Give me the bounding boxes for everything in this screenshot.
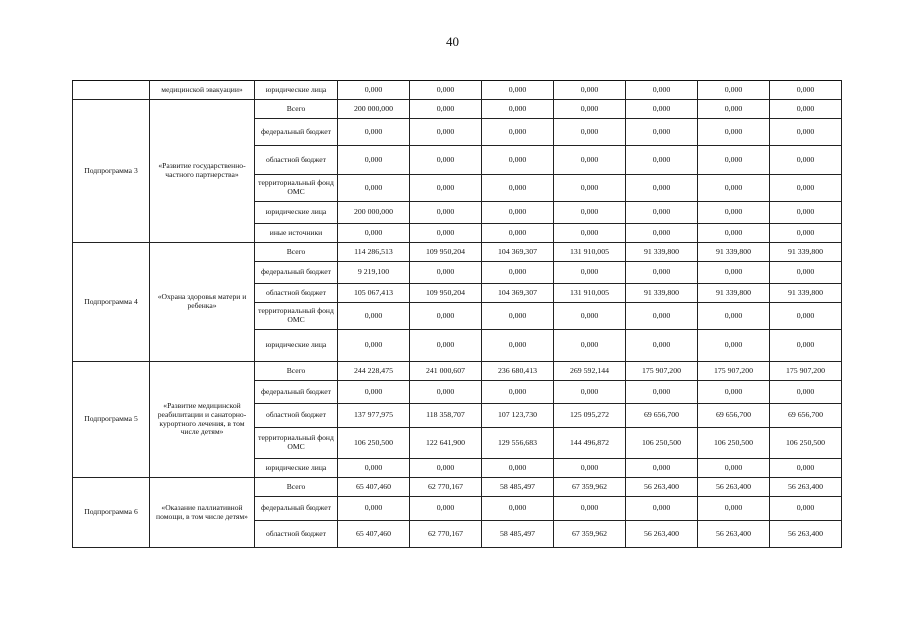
subprogram-name-cell: «Оказание паллиативной помощи, в том числе детям»	[150, 478, 255, 548]
value-cell: 91 339,800	[626, 284, 698, 303]
value-cell: 91 339,800	[770, 243, 842, 262]
value-cell: 0,000	[770, 262, 842, 284]
value-cell: 269 592,144	[554, 362, 626, 381]
funding-source-cell: юридические лица	[255, 202, 338, 224]
value-cell: 0,000	[482, 330, 554, 362]
value-cell: 0,000	[770, 224, 842, 243]
value-cell: 56 263,400	[698, 478, 770, 497]
value-cell: 67 359,962	[554, 521, 626, 548]
value-cell: 0,000	[770, 381, 842, 404]
value-cell: 0,000	[626, 303, 698, 330]
funding-source-cell: иные источники	[255, 224, 338, 243]
funding-source-cell: юридические лица	[255, 459, 338, 478]
value-cell: 200 000,000	[338, 202, 410, 224]
value-cell: 58 485,497	[482, 521, 554, 548]
value-cell: 58 485,497	[482, 478, 554, 497]
value-cell: 0,000	[338, 303, 410, 330]
value-cell: 0,000	[698, 381, 770, 404]
value-cell: 0,000	[410, 175, 482, 202]
value-cell: 118 358,707	[410, 404, 482, 428]
value-cell: 0,000	[626, 202, 698, 224]
value-cell: 0,000	[770, 119, 842, 146]
value-cell: 0,000	[698, 303, 770, 330]
value-cell: 0,000	[338, 459, 410, 478]
value-cell: 0,000	[770, 175, 842, 202]
value-cell: 67 359,962	[554, 478, 626, 497]
value-cell: 0,000	[482, 81, 554, 100]
funding-source-cell: областной бюджет	[255, 284, 338, 303]
value-cell: 114 286,513	[338, 243, 410, 262]
budget-table	[72, 80, 842, 548]
value-cell: 144 496,872	[554, 428, 626, 459]
subprogram-name-cell: «Развитие медицинской реабилитации и санаторно-курортного лечения, в том числе детям»	[150, 362, 255, 478]
value-cell: 0,000	[698, 175, 770, 202]
value-cell: 0,000	[626, 175, 698, 202]
value-cell: 0,000	[410, 262, 482, 284]
value-cell: 0,000	[770, 459, 842, 478]
table-body	[73, 81, 842, 548]
value-cell: 0,000	[482, 146, 554, 175]
funding-source-cell: территориальный фонд ОМС	[255, 428, 338, 459]
value-cell: 0,000	[338, 224, 410, 243]
value-cell: 0,000	[770, 81, 842, 100]
value-cell: 62 770,167	[410, 521, 482, 548]
value-cell: 200 000,000	[338, 100, 410, 119]
value-cell: 0,000	[554, 175, 626, 202]
value-cell: 122 641,900	[410, 428, 482, 459]
value-cell: 0,000	[626, 81, 698, 100]
value-cell: 0,000	[554, 224, 626, 243]
value-cell: 0,000	[698, 330, 770, 362]
value-cell: 0,000	[338, 119, 410, 146]
value-cell: 0,000	[410, 497, 482, 521]
value-cell: 0,000	[482, 224, 554, 243]
value-cell: 106 250,500	[698, 428, 770, 459]
value-cell: 56 263,400	[626, 521, 698, 548]
value-cell: 0,000	[410, 119, 482, 146]
value-cell: 0,000	[698, 119, 770, 146]
value-cell: 0,000	[338, 175, 410, 202]
value-cell: 62 770,167	[410, 478, 482, 497]
funding-source-cell: областной бюджет	[255, 404, 338, 428]
value-cell: 0,000	[482, 100, 554, 119]
table-row	[73, 478, 842, 497]
funding-source-cell: федеральный бюджет	[255, 119, 338, 146]
value-cell: 0,000	[698, 262, 770, 284]
value-cell: 0,000	[338, 146, 410, 175]
value-cell: 0,000	[410, 330, 482, 362]
value-cell: 0,000	[698, 202, 770, 224]
value-cell: 0,000	[698, 497, 770, 521]
value-cell: 0,000	[626, 146, 698, 175]
value-cell: 241 000,607	[410, 362, 482, 381]
value-cell: 0,000	[554, 459, 626, 478]
value-cell: 65 407,460	[338, 521, 410, 548]
value-cell: 9 219,100	[338, 262, 410, 284]
value-cell: 125 095,272	[554, 404, 626, 428]
value-cell: 0,000	[482, 202, 554, 224]
table-row	[73, 243, 842, 262]
funding-source-cell: областной бюджет	[255, 146, 338, 175]
value-cell: 106 250,500	[338, 428, 410, 459]
value-cell: 104 369,307	[482, 284, 554, 303]
value-cell: 236 680,413	[482, 362, 554, 381]
value-cell: 0,000	[554, 497, 626, 521]
value-cell: 91 339,800	[698, 284, 770, 303]
funding-source-cell: территориальный фонд ОМС	[255, 175, 338, 202]
value-cell: 0,000	[482, 459, 554, 478]
value-cell: 0,000	[626, 330, 698, 362]
value-cell: 0,000	[626, 100, 698, 119]
value-cell: 137 977,975	[338, 404, 410, 428]
value-cell: 0,000	[554, 81, 626, 100]
value-cell: 0,000	[554, 303, 626, 330]
value-cell: 0,000	[338, 81, 410, 100]
value-cell: 175 907,200	[626, 362, 698, 381]
value-cell: 106 250,500	[626, 428, 698, 459]
subprogram-name-cell: медицинской эвакуации»	[150, 81, 255, 100]
value-cell: 0,000	[410, 146, 482, 175]
funding-source-cell: Всего	[255, 243, 338, 262]
value-cell: 0,000	[698, 100, 770, 119]
value-cell: 0,000	[698, 224, 770, 243]
value-cell: 0,000	[338, 330, 410, 362]
value-cell: 0,000	[698, 81, 770, 100]
value-cell: 106 250,500	[770, 428, 842, 459]
value-cell: 0,000	[482, 262, 554, 284]
value-cell: 0,000	[626, 497, 698, 521]
funding-source-cell: федеральный бюджет	[255, 497, 338, 521]
value-cell: 0,000	[554, 202, 626, 224]
value-cell: 109 950,204	[410, 284, 482, 303]
value-cell: 0,000	[626, 459, 698, 478]
value-cell: 0,000	[770, 202, 842, 224]
value-cell: 0,000	[482, 381, 554, 404]
value-cell: 0,000	[554, 146, 626, 175]
value-cell: 56 263,400	[770, 478, 842, 497]
funding-source-cell: юридические лица	[255, 81, 338, 100]
value-cell: 0,000	[410, 202, 482, 224]
value-cell: 0,000	[482, 175, 554, 202]
funding-source-cell: областной бюджет	[255, 521, 338, 548]
value-cell: 0,000	[338, 497, 410, 521]
value-cell: 0,000	[410, 224, 482, 243]
page-number: 40	[446, 34, 459, 49]
value-cell: 105 067,413	[338, 284, 410, 303]
value-cell: 0,000	[410, 100, 482, 119]
subprogram-code-cell: Подпрограмма 3	[73, 100, 150, 243]
table-row	[73, 362, 842, 381]
value-cell: 107 123,730	[482, 404, 554, 428]
value-cell: 109 950,204	[410, 243, 482, 262]
value-cell: 0,000	[626, 119, 698, 146]
funding-source-cell: Всего	[255, 100, 338, 119]
value-cell: 0,000	[554, 330, 626, 362]
value-cell: 0,000	[410, 303, 482, 330]
value-cell: 0,000	[554, 100, 626, 119]
subprogram-name-cell: «Развитие государственно-частного партнерства»	[150, 100, 255, 243]
table-row	[73, 100, 842, 119]
value-cell: 129 556,683	[482, 428, 554, 459]
value-cell: 0,000	[626, 381, 698, 404]
value-cell: 0,000	[410, 459, 482, 478]
funding-source-cell: территориальный фонд ОМС	[255, 303, 338, 330]
value-cell: 0,000	[410, 81, 482, 100]
value-cell: 56 263,400	[698, 521, 770, 548]
value-cell: 131 910,005	[554, 284, 626, 303]
value-cell: 0,000	[770, 100, 842, 119]
value-cell: 0,000	[626, 224, 698, 243]
value-cell: 0,000	[698, 146, 770, 175]
value-cell: 56 263,400	[626, 478, 698, 497]
table-row	[73, 81, 842, 100]
value-cell: 91 339,800	[770, 284, 842, 303]
subprogram-code-cell: Подпрограмма 5	[73, 362, 150, 478]
value-cell: 0,000	[554, 119, 626, 146]
value-cell: 0,000	[482, 303, 554, 330]
value-cell: 91 339,800	[698, 243, 770, 262]
value-cell: 56 263,400	[770, 521, 842, 548]
value-cell: 104 369,307	[482, 243, 554, 262]
funding-source-cell: Всего	[255, 362, 338, 381]
value-cell: 0,000	[410, 381, 482, 404]
value-cell: 0,000	[698, 459, 770, 478]
value-cell: 0,000	[626, 262, 698, 284]
funding-source-cell: Всего	[255, 478, 338, 497]
value-cell: 0,000	[482, 497, 554, 521]
value-cell: 0,000	[770, 146, 842, 175]
funding-source-cell: федеральный бюджет	[255, 381, 338, 404]
value-cell: 0,000	[554, 381, 626, 404]
value-cell: 175 907,200	[770, 362, 842, 381]
value-cell: 0,000	[338, 381, 410, 404]
funding-source-cell: федеральный бюджет	[255, 262, 338, 284]
subprogram-name-cell: «Охрана здоровья матери и ребенка»	[150, 243, 255, 362]
value-cell: 0,000	[770, 497, 842, 521]
value-cell: 91 339,800	[626, 243, 698, 262]
value-cell: 0,000	[770, 330, 842, 362]
value-cell: 69 656,700	[626, 404, 698, 428]
value-cell: 0,000	[482, 119, 554, 146]
value-cell: 0,000	[554, 262, 626, 284]
value-cell: 65 407,460	[338, 478, 410, 497]
value-cell: 69 656,700	[698, 404, 770, 428]
subprogram-code-cell	[73, 81, 150, 100]
subprogram-code-cell: Подпрограмма 4	[73, 243, 150, 362]
value-cell: 69 656,700	[770, 404, 842, 428]
subprogram-code-cell: Подпрограмма 6	[73, 478, 150, 548]
value-cell: 244 228,475	[338, 362, 410, 381]
funding-source-cell: юридические лица	[255, 330, 338, 362]
value-cell: 175 907,200	[698, 362, 770, 381]
value-cell: 0,000	[770, 303, 842, 330]
value-cell: 131 910,005	[554, 243, 626, 262]
